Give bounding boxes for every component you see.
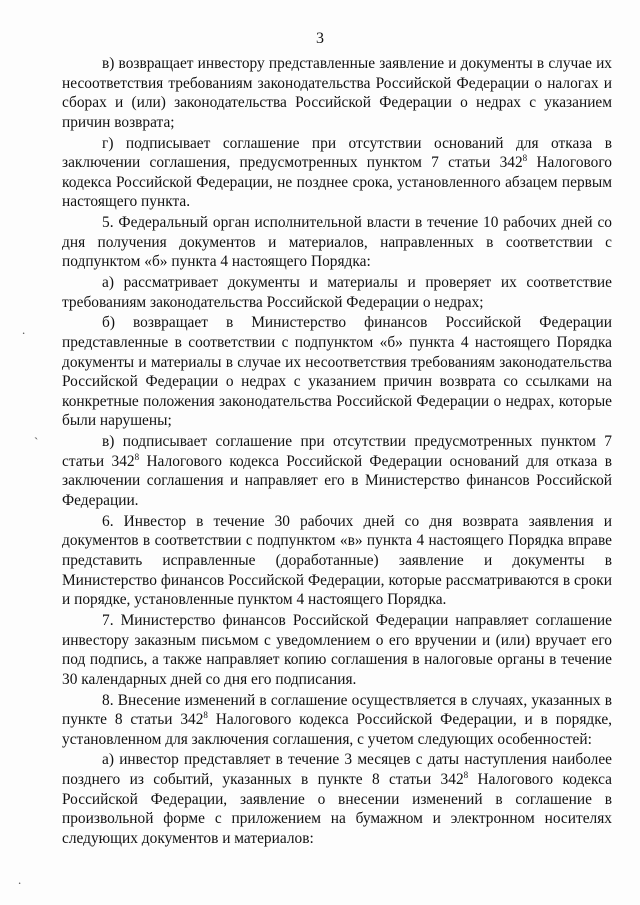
paragraph-5-b: б) возвращает в Министерство финансов Российской Федерации представленные в соответствии с подпунктом «б» пункта 4 настоящего Порядка документы и материалы в случае их несоответствия требованиям законодательства Российской Федерации о недрах с указанием причин возврата со ссылками на конкретные положения законодательства Российской Федерации о недрах, которые были нарушены; <box>62 314 612 430</box>
margin-speck: . <box>22 322 26 337</box>
paragraph-8-a: а) инвестор представляет в течение 3 месяцев с даты наступления наиболее позднего из событий, указанных в пункте 8 статьи $342^8$ Налогового кодекса Российской Федерации, заявление о внесении изменений в соглашение в произвольной форме с приложением на бумажном и электронном носителях следующих документов и материалов: <box>62 751 613 847</box>
paragraph-3-v: в) возвращает инвестору представленные заявление и документы в случае их несоответствия требованиям законодательства Российской Федерации о налогах и сборах и (или) законодательства Российской Федерации о недрах с указанием причин возврата; <box>62 55 612 131</box>
paragraph-3-g: г) подписывает соглашение при отсутствии оснований для отказа в заключении соглашения, предусмотренных пунктом 7 статьи $342^8$ Налогового кодекса Российской Федерации, не позднее срока, установленного абзацем первым настоящего пункта. <box>62 134 613 211</box>
document-body <box>62 54 612 850</box>
paragraph-5-a: а) рассматривает документы и материалы и проверяет их соответствие требованиям законодательства Российской Федерации о недрах; <box>62 274 612 311</box>
paragraph-7: 7. Министерство финансов Российской Федерации направляет соглашение инвестору заказным письмом с уведомлением о его вручении и (или) вручает его под подпись, а также направляет копию соглашения в налоговые органы в течение 30 календарных дней со дня его подписания. <box>62 611 612 688</box>
article-superscript: 8 <box>522 153 528 164</box>
paragraph-6: 6. Инвестор в течение 30 рабочих дней со дня возврата заявления и документов в соответствии с подпунктом «в» пункта 4 настоящего Порядка вправе представить исправленные (доработанные) заявление и документы в Министерство финансов Российской Федерации, которые рассматриваются в сроки и порядке, установленные пунктом 4 настоящего Порядка. <box>62 512 612 609</box>
margin-speck: . <box>18 872 22 887</box>
article-superscript: 8 <box>463 770 469 781</box>
article-superscript: 8 <box>203 710 208 721</box>
paragraph-5-v: в) подписывает соглашение при отсутствии предусмотренных пунктом 7 статьи $342^8$ Налогового кодекса Российской Федерации оснований для отказа в заключении соглашения и направляет его в Министерство финансов Российской Федерации. <box>62 433 613 509</box>
paragraph-8: 8. Внесение изменений в соглашение осуществляется в случаях, указанных в пункте 8 статьи $342^8$ Налогового кодекса Российской Федерации, и в порядке, установленном для заключения соглашения, с учетом следующих особенностей: <box>62 691 612 748</box>
article-superscript: 8 <box>134 451 140 462</box>
margin-speck: ˎ <box>34 425 39 440</box>
page-number: 3 <box>316 30 324 47</box>
paragraph-5: 5. Федеральный орган исполнительной власти в течение 10 рабочих дней со дня получения документов и материалов, направленных в соответствии с подпунктом «б» пункта 4 настоящего Порядка: <box>62 214 612 271</box>
